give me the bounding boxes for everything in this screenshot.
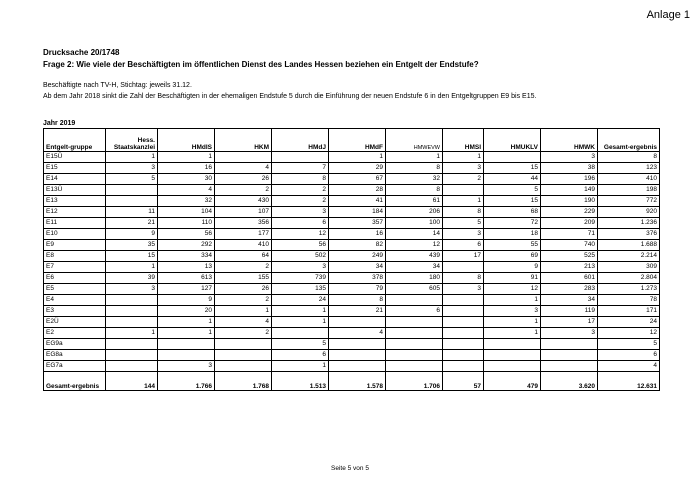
- table-cell: 3: [541, 152, 598, 163]
- table-cell: [541, 361, 598, 372]
- table-cell: 376: [598, 229, 660, 240]
- table-cell: 34: [329, 262, 386, 273]
- table-cell: [106, 196, 158, 207]
- table-cell: 410: [215, 240, 272, 251]
- table-cell: 920: [598, 207, 660, 218]
- table-cell: 1.513: [272, 372, 329, 391]
- table-cell: 107: [215, 207, 272, 218]
- table-cell: 12: [386, 240, 443, 251]
- table-cell: 78: [598, 295, 660, 306]
- table-row: [44, 152, 660, 163]
- table-cell: [106, 306, 158, 317]
- table-cell: 4: [598, 361, 660, 372]
- table-cell: 1.688: [598, 240, 660, 251]
- row-label-cell: E2: [44, 328, 106, 339]
- table-cell: 12: [598, 328, 660, 339]
- table-cell: 24: [598, 317, 660, 328]
- table-row: [44, 196, 660, 207]
- table-row: [44, 284, 660, 295]
- table-cell: 502: [272, 251, 329, 262]
- table-cell: 16: [329, 229, 386, 240]
- table-cell: 11: [106, 207, 158, 218]
- table-cell: 3: [541, 328, 598, 339]
- table-cell: 3: [106, 163, 158, 174]
- table-cell: [386, 361, 443, 372]
- table-cell: 198: [598, 185, 660, 196]
- table-cell: 1: [106, 328, 158, 339]
- table-cell: [106, 295, 158, 306]
- table-cell: 17: [541, 317, 598, 328]
- table-cell: 601: [541, 273, 598, 284]
- table-cell: 57: [443, 372, 484, 391]
- table-cell: [106, 317, 158, 328]
- table-row: [44, 339, 660, 350]
- table-cell: 8: [329, 295, 386, 306]
- table-cell: 740: [541, 240, 598, 251]
- table-cell: 2: [215, 262, 272, 273]
- question-heading: Frage 2: Wie viele der Beschäftigten im öffentlichen Dienst des Landes Hessen beziehen ein Entgelt der Endstufe?: [43, 60, 479, 69]
- table-cell: 3.620: [541, 372, 598, 391]
- table-cell: [443, 339, 484, 350]
- table-cell: 1: [484, 295, 541, 306]
- table-cell: 9: [484, 262, 541, 273]
- table-cell: 64: [215, 251, 272, 262]
- table-cell: 1.273: [598, 284, 660, 295]
- table-cell: 28: [329, 185, 386, 196]
- table-cell: 100: [386, 218, 443, 229]
- table-cell: 4: [215, 317, 272, 328]
- table-cell: [386, 350, 443, 361]
- table-cell: 30: [158, 174, 215, 185]
- table-cell: 2: [215, 295, 272, 306]
- table-cell: 3: [443, 163, 484, 174]
- table-cell: 1: [484, 328, 541, 339]
- col-header-hmwevw: HMWEVW: [386, 129, 443, 152]
- table-cell: 430: [215, 196, 272, 207]
- table-cell: 13: [158, 262, 215, 273]
- table-cell: [215, 152, 272, 163]
- row-label-cell: E14: [44, 174, 106, 185]
- table-cell: 1: [106, 152, 158, 163]
- table-cell: [329, 361, 386, 372]
- table-cell: 67: [329, 174, 386, 185]
- table-cell: 21: [329, 306, 386, 317]
- table-cell: 1: [443, 152, 484, 163]
- table-cell: 3: [272, 262, 329, 273]
- table-cell: [386, 328, 443, 339]
- table-cell: 18: [484, 229, 541, 240]
- row-label-cell: E2Ü: [44, 317, 106, 328]
- table-cell: 119: [541, 306, 598, 317]
- table-cell: [329, 339, 386, 350]
- col-header-hmsi: HMSI: [443, 129, 484, 152]
- table-cell: [386, 295, 443, 306]
- table-cell: 4: [215, 163, 272, 174]
- table-header-row: [44, 129, 660, 152]
- table-cell: 8: [272, 174, 329, 185]
- row-label-cell: E15: [44, 163, 106, 174]
- col-header-hmdf: HMdF: [329, 129, 386, 152]
- table-cell: 1: [272, 361, 329, 372]
- table-cell: 249: [329, 251, 386, 262]
- table-cell: 1: [158, 152, 215, 163]
- table-cell: 2: [272, 185, 329, 196]
- table-cell: 525: [541, 251, 598, 262]
- table-cell: 12: [272, 229, 329, 240]
- table-cell: 24: [272, 295, 329, 306]
- table-cell: 3: [443, 229, 484, 240]
- table-cell: 1.578: [329, 372, 386, 391]
- table-cell: 1: [484, 317, 541, 328]
- table-cell: 55: [484, 240, 541, 251]
- table-cell: 334: [158, 251, 215, 262]
- table-row: [44, 207, 660, 218]
- page-footer: Seite 5 von 5: [331, 465, 369, 472]
- table-cell: 184: [329, 207, 386, 218]
- table-cell: 20: [158, 306, 215, 317]
- table-cell: [541, 339, 598, 350]
- table-cell: [106, 361, 158, 372]
- row-label-cell: EG7a: [44, 361, 106, 372]
- table-cell: 2: [272, 196, 329, 207]
- row-label-cell: Gesamt-ergebnis: [44, 372, 106, 391]
- row-label-cell: E12: [44, 207, 106, 218]
- table-cell: 32: [386, 174, 443, 185]
- table-row: [44, 218, 660, 229]
- table-cell: [106, 185, 158, 196]
- subtitle-line-1: Beschäftigte nach TV-H, Stichtag: jeweils 31.12.: [43, 82, 192, 89]
- table-cell: [106, 339, 158, 350]
- table-cell: 283: [541, 284, 598, 295]
- table-cell: [484, 152, 541, 163]
- table-cell: 410: [598, 174, 660, 185]
- row-label-cell: E13: [44, 196, 106, 207]
- table-cell: [215, 339, 272, 350]
- table-cell: 1: [386, 152, 443, 163]
- table-cell: [541, 350, 598, 361]
- table-cell: 12.631: [598, 372, 660, 391]
- table-cell: 1: [215, 306, 272, 317]
- table-total-row: [44, 372, 660, 391]
- document-number: Drucksache 20/1748: [43, 48, 120, 57]
- table-cell: 6: [272, 350, 329, 361]
- row-label-cell: E9: [44, 240, 106, 251]
- table-cell: 1.768: [215, 372, 272, 391]
- table-cell: [484, 350, 541, 361]
- table-cell: 8: [443, 273, 484, 284]
- table-cell: 15: [484, 196, 541, 207]
- table-cell: 4: [158, 185, 215, 196]
- table-cell: 35: [106, 240, 158, 251]
- table-cell: 1: [272, 306, 329, 317]
- table-cell: 41: [329, 196, 386, 207]
- table-cell: 4: [329, 328, 386, 339]
- row-label-cell: E5: [44, 284, 106, 295]
- table-cell: 56: [272, 240, 329, 251]
- table-row: [44, 229, 660, 240]
- table-cell: 1.236: [598, 218, 660, 229]
- row-label-cell: E13Ü: [44, 185, 106, 196]
- table-cell: 209: [541, 218, 598, 229]
- table-cell: [106, 350, 158, 361]
- row-label-cell: EG8a: [44, 350, 106, 361]
- table-cell: 1: [272, 317, 329, 328]
- table-cell: 6: [272, 218, 329, 229]
- table-cell: 1: [158, 317, 215, 328]
- table-cell: 12: [484, 284, 541, 295]
- table-cell: [443, 317, 484, 328]
- col-header-hmdj: HMdJ: [272, 129, 329, 152]
- table-cell: 7: [272, 163, 329, 174]
- col-header-hmdis: HMdIS: [158, 129, 215, 152]
- table-cell: 15: [484, 163, 541, 174]
- table-cell: 8: [598, 152, 660, 163]
- table-cell: 21: [106, 218, 158, 229]
- table-cell: 82: [329, 240, 386, 251]
- row-label-cell: E15Ü: [44, 152, 106, 163]
- table-cell: 155: [215, 273, 272, 284]
- table-cell: [443, 350, 484, 361]
- table-cell: 6: [598, 350, 660, 361]
- table-cell: 3: [272, 207, 329, 218]
- table-cell: 110: [158, 218, 215, 229]
- table-cell: 32: [158, 196, 215, 207]
- year-label: Jahr 2019: [43, 120, 76, 127]
- table-cell: 1: [158, 328, 215, 339]
- table-cell: [443, 328, 484, 339]
- table-cell: 177: [215, 229, 272, 240]
- table-cell: 772: [598, 196, 660, 207]
- row-label-cell: E4: [44, 295, 106, 306]
- table-cell: [443, 361, 484, 372]
- row-label-cell: EG9a: [44, 339, 106, 350]
- table-cell: 104: [158, 207, 215, 218]
- table-cell: 5: [272, 339, 329, 350]
- table-cell: 3: [443, 284, 484, 295]
- table-cell: [272, 328, 329, 339]
- table-cell: [484, 339, 541, 350]
- table-cell: [443, 306, 484, 317]
- table-cell: 29: [329, 163, 386, 174]
- row-label-cell: E8: [44, 251, 106, 262]
- table-cell: 34: [386, 262, 443, 273]
- table-row: [44, 328, 660, 339]
- table-cell: 39: [106, 273, 158, 284]
- table-cell: 479: [484, 372, 541, 391]
- table-row: [44, 306, 660, 317]
- table-row: [44, 317, 660, 328]
- table-cell: 439: [386, 251, 443, 262]
- row-label-cell: E11: [44, 218, 106, 229]
- table-cell: 213: [541, 262, 598, 273]
- table-cell: 135: [272, 284, 329, 295]
- table-cell: 292: [158, 240, 215, 251]
- row-label-cell: E7: [44, 262, 106, 273]
- col-header-entgeltgruppe: Entgelt-gruppe: [44, 129, 106, 152]
- subtitle-line-2: Ab dem Jahr 2018 sinkt die Zahl der Beschäftigten in der ehemaligen Endstufe 5 durch die Einführung der neuen Endstufe 6 in den Entgeltgruppen E9 bis E15.: [43, 93, 537, 100]
- table-cell: 1: [443, 196, 484, 207]
- table-cell: 739: [272, 273, 329, 284]
- table-cell: 6: [386, 306, 443, 317]
- table-cell: 357: [329, 218, 386, 229]
- row-label-cell: E10: [44, 229, 106, 240]
- table-row: [44, 185, 660, 196]
- table-cell: [386, 339, 443, 350]
- table-cell: [272, 152, 329, 163]
- table-cell: [443, 295, 484, 306]
- row-label-cell: E3: [44, 306, 106, 317]
- table-cell: 1.766: [158, 372, 215, 391]
- table-cell: 1: [106, 262, 158, 273]
- table-cell: [484, 361, 541, 372]
- col-header-gesamt: Gesamt-ergebnis: [598, 129, 660, 152]
- table-cell: 2: [215, 328, 272, 339]
- table-cell: 6: [443, 240, 484, 251]
- col-header-hkm: HKM: [215, 129, 272, 152]
- table-cell: 356: [215, 218, 272, 229]
- table-cell: 44: [484, 174, 541, 185]
- table-cell: 149: [541, 185, 598, 196]
- table-cell: 8: [386, 163, 443, 174]
- table-cell: 2: [443, 174, 484, 185]
- employees-table: [43, 128, 660, 391]
- table-cell: 144: [106, 372, 158, 391]
- col-header-hmwk: HMWK: [541, 129, 598, 152]
- col-header-hmuklv: HMUKLV: [484, 129, 541, 152]
- table-cell: 2: [215, 185, 272, 196]
- table-cell: [215, 350, 272, 361]
- table-cell: 3: [158, 361, 215, 372]
- col-header-staatskanzlei: Hess. Staatskanzlei: [106, 129, 158, 152]
- table-cell: 16: [158, 163, 215, 174]
- table-cell: [443, 262, 484, 273]
- table-cell: 127: [158, 284, 215, 295]
- table-cell: 1.706: [386, 372, 443, 391]
- table-cell: [158, 350, 215, 361]
- row-label-cell: E6: [44, 273, 106, 284]
- table-row: [44, 273, 660, 284]
- table-cell: 15: [106, 251, 158, 262]
- table-cell: [215, 361, 272, 372]
- table-cell: 69: [484, 251, 541, 262]
- table-cell: 3: [106, 284, 158, 295]
- table-row: [44, 240, 660, 251]
- table-cell: 5: [443, 218, 484, 229]
- table-row: [44, 295, 660, 306]
- table-cell: 9: [158, 295, 215, 306]
- table-cell: 72: [484, 218, 541, 229]
- table-cell: [443, 185, 484, 196]
- table-cell: 5: [598, 339, 660, 350]
- table-cell: 229: [541, 207, 598, 218]
- table-row: [44, 174, 660, 185]
- table-row: [44, 361, 660, 372]
- table-cell: 190: [541, 196, 598, 207]
- table-cell: 8: [386, 185, 443, 196]
- table-cell: 196: [541, 174, 598, 185]
- table-cell: 8: [443, 207, 484, 218]
- table-row: [44, 262, 660, 273]
- table-cell: 79: [329, 284, 386, 295]
- table-cell: 68: [484, 207, 541, 218]
- table-cell: 91: [484, 273, 541, 284]
- table-cell: 5: [106, 174, 158, 185]
- table-cell: 309: [598, 262, 660, 273]
- table-row: [44, 350, 660, 361]
- table-cell: 3: [484, 306, 541, 317]
- table-cell: 9: [106, 229, 158, 240]
- table-cell: 14: [386, 229, 443, 240]
- table-cell: [386, 317, 443, 328]
- table-cell: 123: [598, 163, 660, 174]
- table-cell: 38: [541, 163, 598, 174]
- table-cell: 171: [598, 306, 660, 317]
- table-cell: [158, 339, 215, 350]
- table-cell: 61: [386, 196, 443, 207]
- table-cell: 206: [386, 207, 443, 218]
- table-cell: 5: [484, 185, 541, 196]
- table-cell: 2.804: [598, 273, 660, 284]
- table-row: [44, 251, 660, 262]
- table-cell: 56: [158, 229, 215, 240]
- table-cell: 613: [158, 273, 215, 284]
- table-cell: 71: [541, 229, 598, 240]
- annex-label: Anlage 1: [646, 9, 690, 21]
- table-cell: 34: [541, 295, 598, 306]
- table-cell: 180: [386, 273, 443, 284]
- table-cell: 17: [443, 251, 484, 262]
- table-cell: 26: [215, 284, 272, 295]
- table-cell: [329, 350, 386, 361]
- table-row: [44, 163, 660, 174]
- table-cell: 2.214: [598, 251, 660, 262]
- table-cell: 26: [215, 174, 272, 185]
- table-cell: 378: [329, 273, 386, 284]
- table-cell: [329, 317, 386, 328]
- table-cell: 605: [386, 284, 443, 295]
- table-cell: 1: [329, 152, 386, 163]
